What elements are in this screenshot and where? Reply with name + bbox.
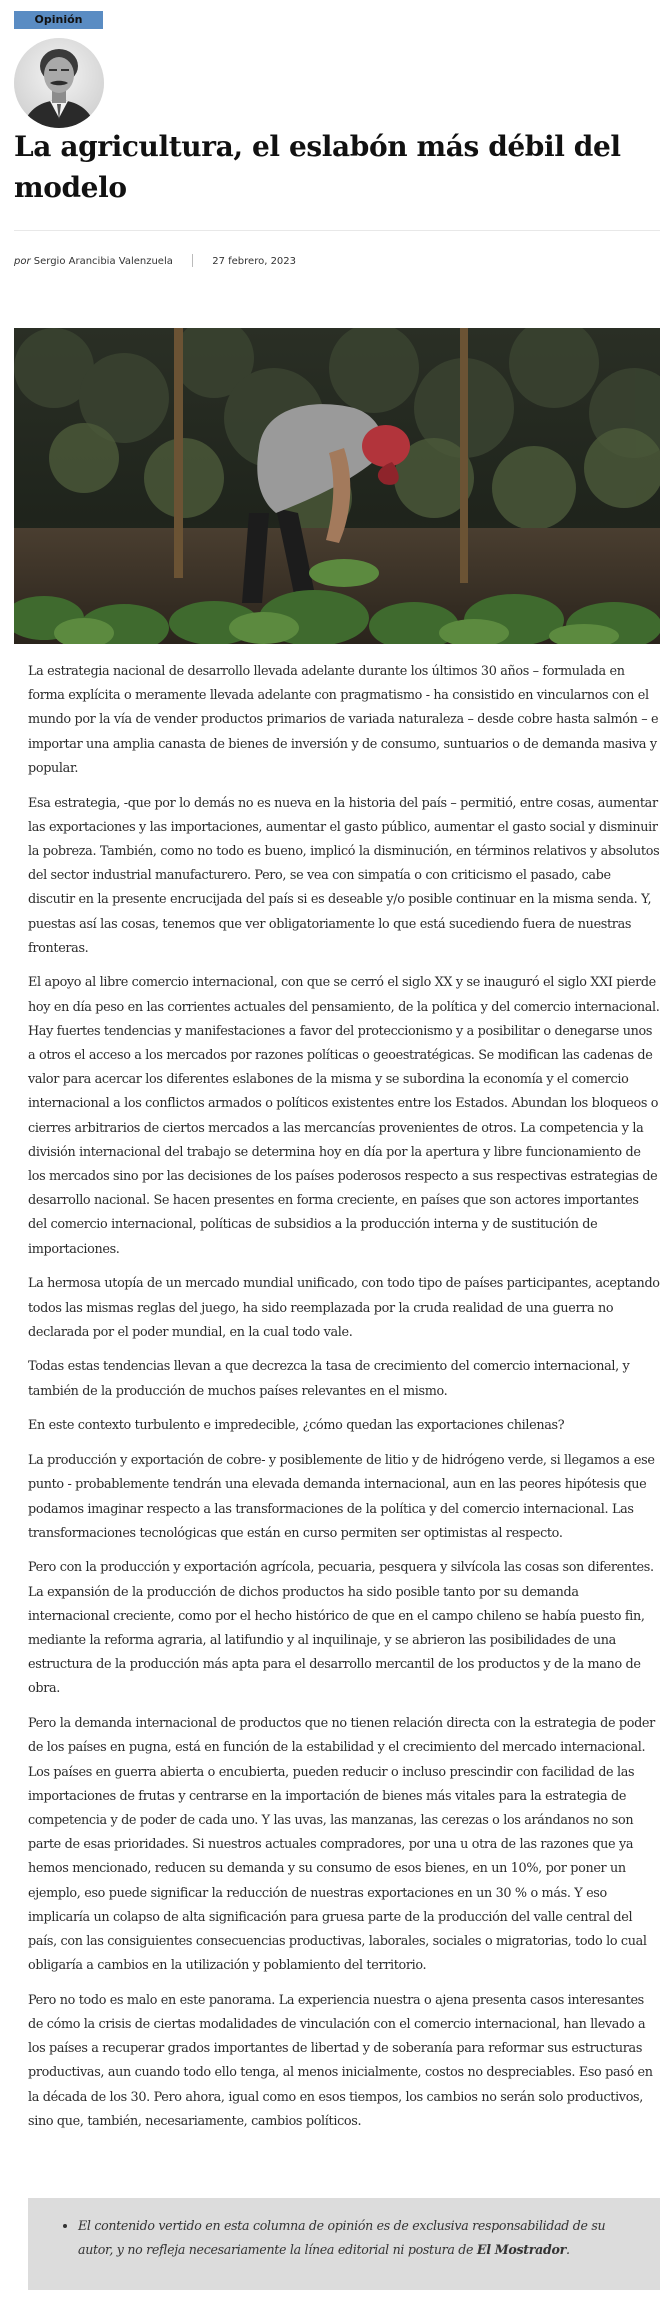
outlet-name: El Mostrador (476, 2242, 566, 2257)
disclaimer-end: . (565, 2242, 570, 2257)
byline-prefix: por (14, 256, 31, 267)
author-avatar-icon (14, 38, 104, 128)
article-title: La agricultura, el eslabón más débil del modelo (14, 130, 621, 204)
byline (14, 254, 296, 270)
paragraph: La producción y exportación de cobre- y posiblemente de litio y de hidrógeno verde, si llegamos a ese punto - probablemente tendrán una elevada demanda internacional, aun en las peores hipótesis que podamos imaginar respecto a las transformaciones de la política y del comercio internacional. Las transformaciones tecnológicas que están en curso permiten ser optimistas al respecto. (28, 1453, 655, 1541)
category-badge[interactable]: Opinión (14, 11, 103, 29)
disclaimer-list (28, 2198, 660, 2262)
author-avatar[interactable] (14, 38, 104, 128)
byline-separator (192, 254, 193, 267)
header-divider (14, 230, 660, 231)
disclaimer-main: El contenido vertido en esta columna de opinión es de exclusiva responsabilidad de su autor, y no refleja necesariamente la línea editorial ni postura de (78, 2218, 606, 2257)
farmer-field-photo (14, 328, 660, 644)
disclaimer-box (28, 2198, 660, 2290)
author-link[interactable]: Sergio Arancibia Valenzuela (33, 256, 173, 267)
paragraph: Pero con la producción y exportación agrícola, pecuaria, pesquera y silvícola las cosas son diferentes. La expansión de la producción de dichos productos ha sido posible tanto por su demanda internacional creciente, como por el hecho histórico de que en el campo chileno se había puesto fin, mediante la reforma agraria, al latifundio y al inquilinaje, y se abrieron las posibilidades de una estructura de la producción más apta para el desarrollo mercantil de los productos y de la mano de obra. (28, 1560, 654, 1697)
paragraph: En este contexto turbulento e impredecible, ¿cómo quedan las exportaciones chilenas? (28, 1418, 565, 1434)
hero-image (14, 328, 660, 644)
paragraph: La hermosa utopía de un mercado mundial unificado, con todo tipo de países participantes, aceptando todos las mismas reglas del juego, ha sido reemplazada por la cruda realidad de una guerra no declarada por el poder mundial, en la cual todo vale. (28, 1276, 660, 1340)
paragraph: Todas estas tendencias llevan a que decrezca la tasa de crecimiento del comercio internacional, y también de la producción de muchos países relevantes en el mismo. (28, 1359, 630, 1399)
article-body (28, 660, 660, 2145)
paragraph: Esa estrategia, -que por lo demás no es nueva en la historia del país – permitió, entre cosas, aumentar las exportaciones y las importaciones, aumentar el gasto público, aumentar el gasto social y disminuir la pobreza. También, como no todo es bueno, implicó la disminución, en términos relativos y absolutos del sector industrial manufacturero. Pero, se vea con simpatía o con criticismo el pasado, cabe discutir en la presente encrucijada del país si es deseable y/o posible continuar en la misma senda. Y, puestas así las cosas, tenemos que ver obligatoriamente lo que está sucediendo fuera de nuestras fronteras. (28, 795, 660, 956)
paragraph: El apoyo al libre comercio internacional, con que se cerró el siglo XX y se inauguró el siglo XXI pierde hoy en día peso en las corrientes actuales del pensamiento, de la política y del comercio internacional. Hay fuertes tendencias y manifestaciones a favor del proteccionismo y a posibilitar o denegarse unos a otros el acceso a los mercados por razones políticas o geoestratégicas. Se modifican las cadenas de valor para acercar los diferentes eslabones de la misma y se subordina la economía y el comercio internacional a los conflictos armados o políticos existentes entre los Estados. Abundan los bloqueos o cierres arbitrarios de ciertos mercados a las mercancías provenientes de otros. La competencia y la división internacional del trabajo se determina hoy en día por la apertura y libre funcionamiento de los mercados sino por las decisiones de los países poderosos respecto a sus respectivas estrategias de desarrollo nacional. Se hacen presentes en forma creciente, en países que son actores importantes del comercio internacional, políticas de subsidios a la producción interna y de sustitución de importaciones. (28, 975, 660, 1257)
paragraph: Pero no todo es malo en este panorama. La experiencia nuestra o ajena presenta casos interesantes de cómo la crisis de ciertas modalidades de vinculación con el comercio internacional, han llevado a los países a recuperar grados importantes de libertad y de soberanía para reformar sus estructuras productivas, aun cuando todo ello tenga, al menos inicialmente, costos no despreciables. Eso pasó en la década de los 30. Pero ahora, igual como en esos tiempos, los cambios no serán solo productivos, sino que, también, necesariamente, cambios políticos. (28, 1992, 653, 2129)
paragraph: La estrategia nacional de desarrollo llevada adelante durante los últimos 30 años – formulada en forma explícita o meramente llevada adelante con pragmatismo - ha consistido en vincularnos con el mundo por la vía de vender productos primarios de variada naturaleza – desde cobre hasta salmón – e importar una amplia canasta de bienes de inversión y de consumo, suntuarios o de demanda masiva y popular. (28, 664, 659, 776)
disclaimer-text (78, 2214, 634, 2262)
publish-date: 27 febrero, 2023 (212, 256, 297, 267)
paragraph: Pero la demanda internacional de productos que no tienen relación directa con la estrategia de poder de los países en pugna, está en función de la estabilidad y el crecimiento del mercado internacional. Los países en guerra abierta o encubierta, pueden reducir o incluso prescindir con facilidad de las importaciones de frutas y centrarse en la importación de bienes más vitales para la estrategia de competencia y de poder de cada uno. Y las uvas, las manzanas, las cerezas o los arándanos no son parte de esas prioridades. Si nuestros actuales compradores, por una u otra de las razones que ya hemos mencionado, reducen su demanda y su consumo de esos bienes, en un 10%, por poner un ejemplo, eso puede significar la reducción de nuestras exportaciones en un 30 % o más. Y eso implicaría un colapso de alta significación para gruesa parte de la producción del valle central del país, con las consiguientes consecuencias productivas, laborales, sociales o migratorias, todo lo cual obligaría a cambios en la utilización y poblamiento del territorio. (28, 1716, 655, 1974)
